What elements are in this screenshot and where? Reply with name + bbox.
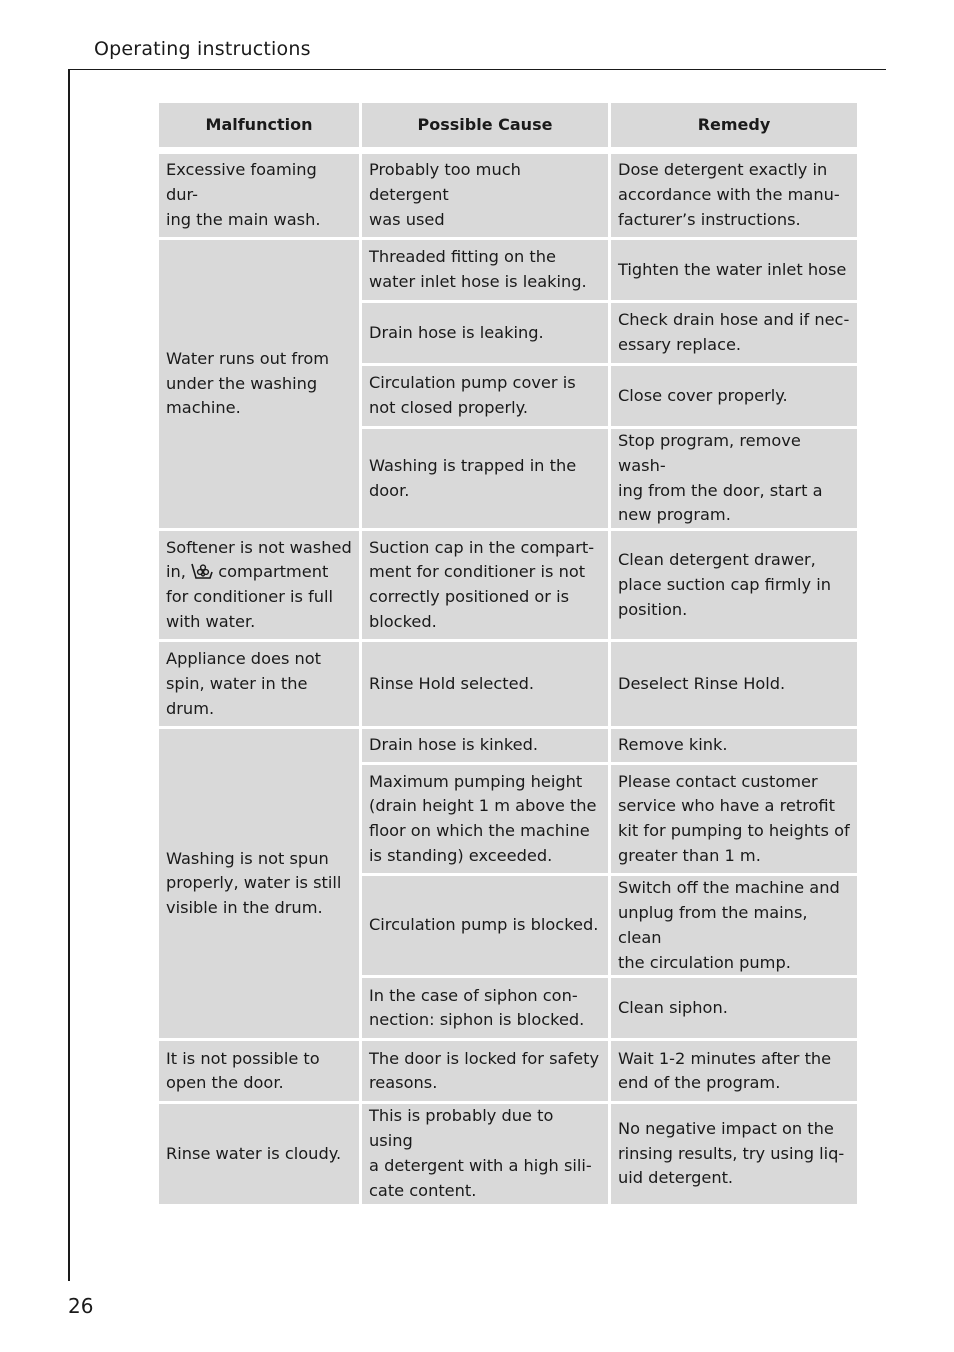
table-row bbox=[159, 531, 857, 639]
cause-cell: Drain hose is leaking. bbox=[362, 303, 608, 363]
remedy-cell: Stop program, remove wash- ing from the door, start a new program. bbox=[611, 429, 857, 528]
remedy-cell: Dose detergent exactly in accordance with the manu- facturer’s instructions. bbox=[611, 154, 857, 237]
remedy-cell: Wait 1-2 minutes after the end of the program. bbox=[611, 1041, 857, 1101]
cause-cell: In the case of siphon con- nection: siphon is blocked. bbox=[362, 978, 608, 1038]
table-row bbox=[159, 1104, 857, 1203]
malfunction-text-pre: Softener is not washed in, bbox=[166, 537, 352, 582]
remedy-cell: Deselect Rinse Hold. bbox=[611, 642, 857, 726]
malfunction-cell bbox=[159, 531, 359, 639]
remedy-cell: Clean detergent drawer, place suction cap firmly in position. bbox=[611, 531, 857, 639]
cause-cell: Maximum pumping height (drain height 1 m above the floor on which the machine is standing) exceeded. bbox=[362, 765, 608, 873]
cause-cell: Probably too much detergent was used bbox=[362, 154, 608, 237]
column-header-malfunction: Malfunction bbox=[159, 103, 359, 147]
column-header-cause: Possible Cause bbox=[362, 103, 608, 147]
softener-compartment-icon bbox=[191, 563, 213, 579]
cause-cell: Drain hose is kinked. bbox=[362, 729, 608, 762]
malfunction-cell: Appliance does not spin, water in the drum. bbox=[159, 642, 359, 726]
table-row bbox=[159, 1041, 857, 1101]
remedy-cell: Close cover properly. bbox=[611, 366, 857, 426]
remedy-cell: Switch off the machine and unplug from the mains, clean the circulation pump. bbox=[611, 876, 857, 975]
cause-cell: Rinse Hold selected. bbox=[362, 642, 608, 726]
page-number: 26 bbox=[68, 1294, 94, 1318]
remedy-cell: Tighten the water inlet hose bbox=[611, 240, 857, 300]
table-header-row bbox=[159, 103, 857, 147]
troubleshooting-table bbox=[156, 100, 860, 1207]
remedy-cell: No negative impact on the rinsing results, try using liq- uid detergent. bbox=[611, 1104, 857, 1203]
table-row bbox=[159, 729, 857, 762]
remedy-cell: Please contact customer service who have a retrofit kit for pumping to heights of greater than 1 m. bbox=[611, 765, 857, 873]
remedy-cell: Remove kink. bbox=[611, 729, 857, 762]
malfunction-cell: Excessive foaming dur- ing the main wash. bbox=[159, 154, 359, 237]
malfunction-text-post: compartment for conditioner is full with water. bbox=[166, 562, 334, 631]
table-row bbox=[159, 154, 857, 237]
malfunction-cell: It is not possible to open the door. bbox=[159, 1041, 359, 1101]
column-header-remedy: Remedy bbox=[611, 103, 857, 147]
cause-cell: Washing is trapped in the door. bbox=[362, 429, 608, 528]
cause-cell: The door is locked for safety reasons. bbox=[362, 1041, 608, 1101]
table-row bbox=[159, 240, 857, 300]
margin-rule bbox=[68, 69, 70, 1281]
cause-cell: Circulation pump cover is not closed properly. bbox=[362, 366, 608, 426]
malfunction-cell: Rinse water is cloudy. bbox=[159, 1104, 359, 1203]
cause-cell: This is probably due to using a detergent with a high sili- cate content. bbox=[362, 1104, 608, 1203]
cause-cell: Circulation pump is blocked. bbox=[362, 876, 608, 975]
malfunction-cell: Washing is not spun properly, water is still visible in the drum. bbox=[159, 729, 359, 1038]
table-row bbox=[159, 642, 857, 726]
header-rule bbox=[68, 69, 886, 70]
remedy-cell: Clean siphon. bbox=[611, 978, 857, 1038]
page-header-title: Operating instructions bbox=[94, 38, 311, 60]
remedy-cell: Check drain hose and if nec- essary replace. bbox=[611, 303, 857, 363]
malfunction-cell: Water runs out from under the washing machine. bbox=[159, 240, 359, 528]
cause-cell: Threaded fitting on the water inlet hose is leaking. bbox=[362, 240, 608, 300]
cause-cell: Suction cap in the compart- ment for conditioner is not correctly positioned or is blocked. bbox=[362, 531, 608, 639]
